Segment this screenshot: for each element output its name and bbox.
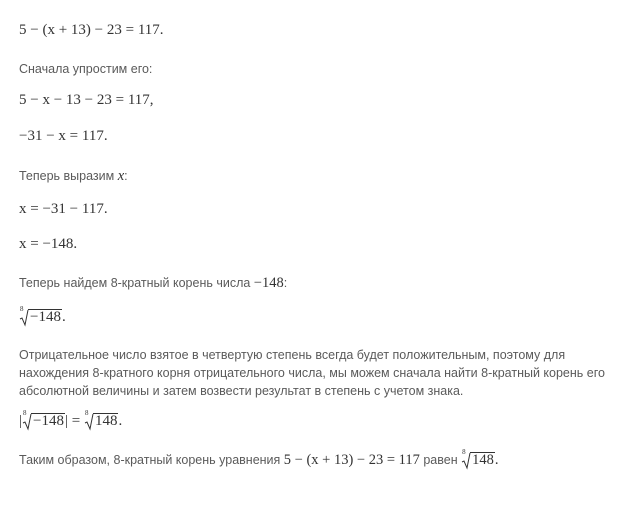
equation-root <box>19 305 66 326</box>
text-simplify: Сначала упростим его: <box>19 62 153 76</box>
text-express-x <box>19 168 128 185</box>
conclusion-prefix: Таким образом, 8-кратный корень уравнения <box>19 453 284 467</box>
abs-open: | <box>19 413 23 429</box>
text-conclusion <box>19 448 499 469</box>
equation-absolute-end: . <box>118 413 123 429</box>
root-index: 8 <box>20 305 24 313</box>
equation-x-expression: x = −31 − 117. <box>19 201 108 217</box>
explanation-paragraph: Отрицательное число взятое в четвертую степень всегда будет положительным, поэтому для нахождения 8-кратного корня отрицательного числа, мы можем сначала найти 8-кратный корень его абсолютной величины и затем возвести результат в степень с учетом знака. <box>19 348 605 398</box>
radical-conclusion <box>461 448 495 469</box>
root-argument-positive: 148 <box>94 413 118 429</box>
equation-x-value: x = −148. <box>19 236 78 252</box>
text-find-root-suffix: : <box>283 276 288 290</box>
root-number: −148 <box>253 275 284 291</box>
text-find-root <box>19 275 287 292</box>
radical-positive <box>84 409 119 430</box>
text-find-root-prefix: Теперь найдем 8-кратный корень числа <box>19 276 254 290</box>
conclusion-mid: равен <box>419 453 462 467</box>
equation-root-end: . <box>61 309 66 325</box>
conclusion-equation: 5 − (x + 13) − 23 = 117 <box>283 452 420 468</box>
radical-abs <box>22 409 65 430</box>
root-argument: −148 <box>30 309 61 325</box>
root-argument: −148 <box>33 413 64 429</box>
equation-expanded: 5 − x − 13 − 23 = 117, <box>19 92 154 108</box>
radical <box>19 305 62 326</box>
text-express-x-suffix: : <box>124 169 128 183</box>
root-index: 8 <box>462 448 466 456</box>
root-index: 8 <box>84 409 89 417</box>
root-index: 8 <box>23 409 27 417</box>
equation-original: 5 − (x + 13) − 23 = 117. <box>19 22 164 38</box>
equation-absolute <box>19 409 123 430</box>
text-express-x-prefix: Теперь выразим <box>19 169 118 183</box>
conclusion-root-argument: 148 <box>472 452 494 468</box>
abs-close: | = <box>64 413 81 429</box>
variable-x: x <box>117 168 125 184</box>
conclusion-end: . <box>494 452 499 468</box>
equation-simplified: −31 − x = 117. <box>19 128 108 144</box>
